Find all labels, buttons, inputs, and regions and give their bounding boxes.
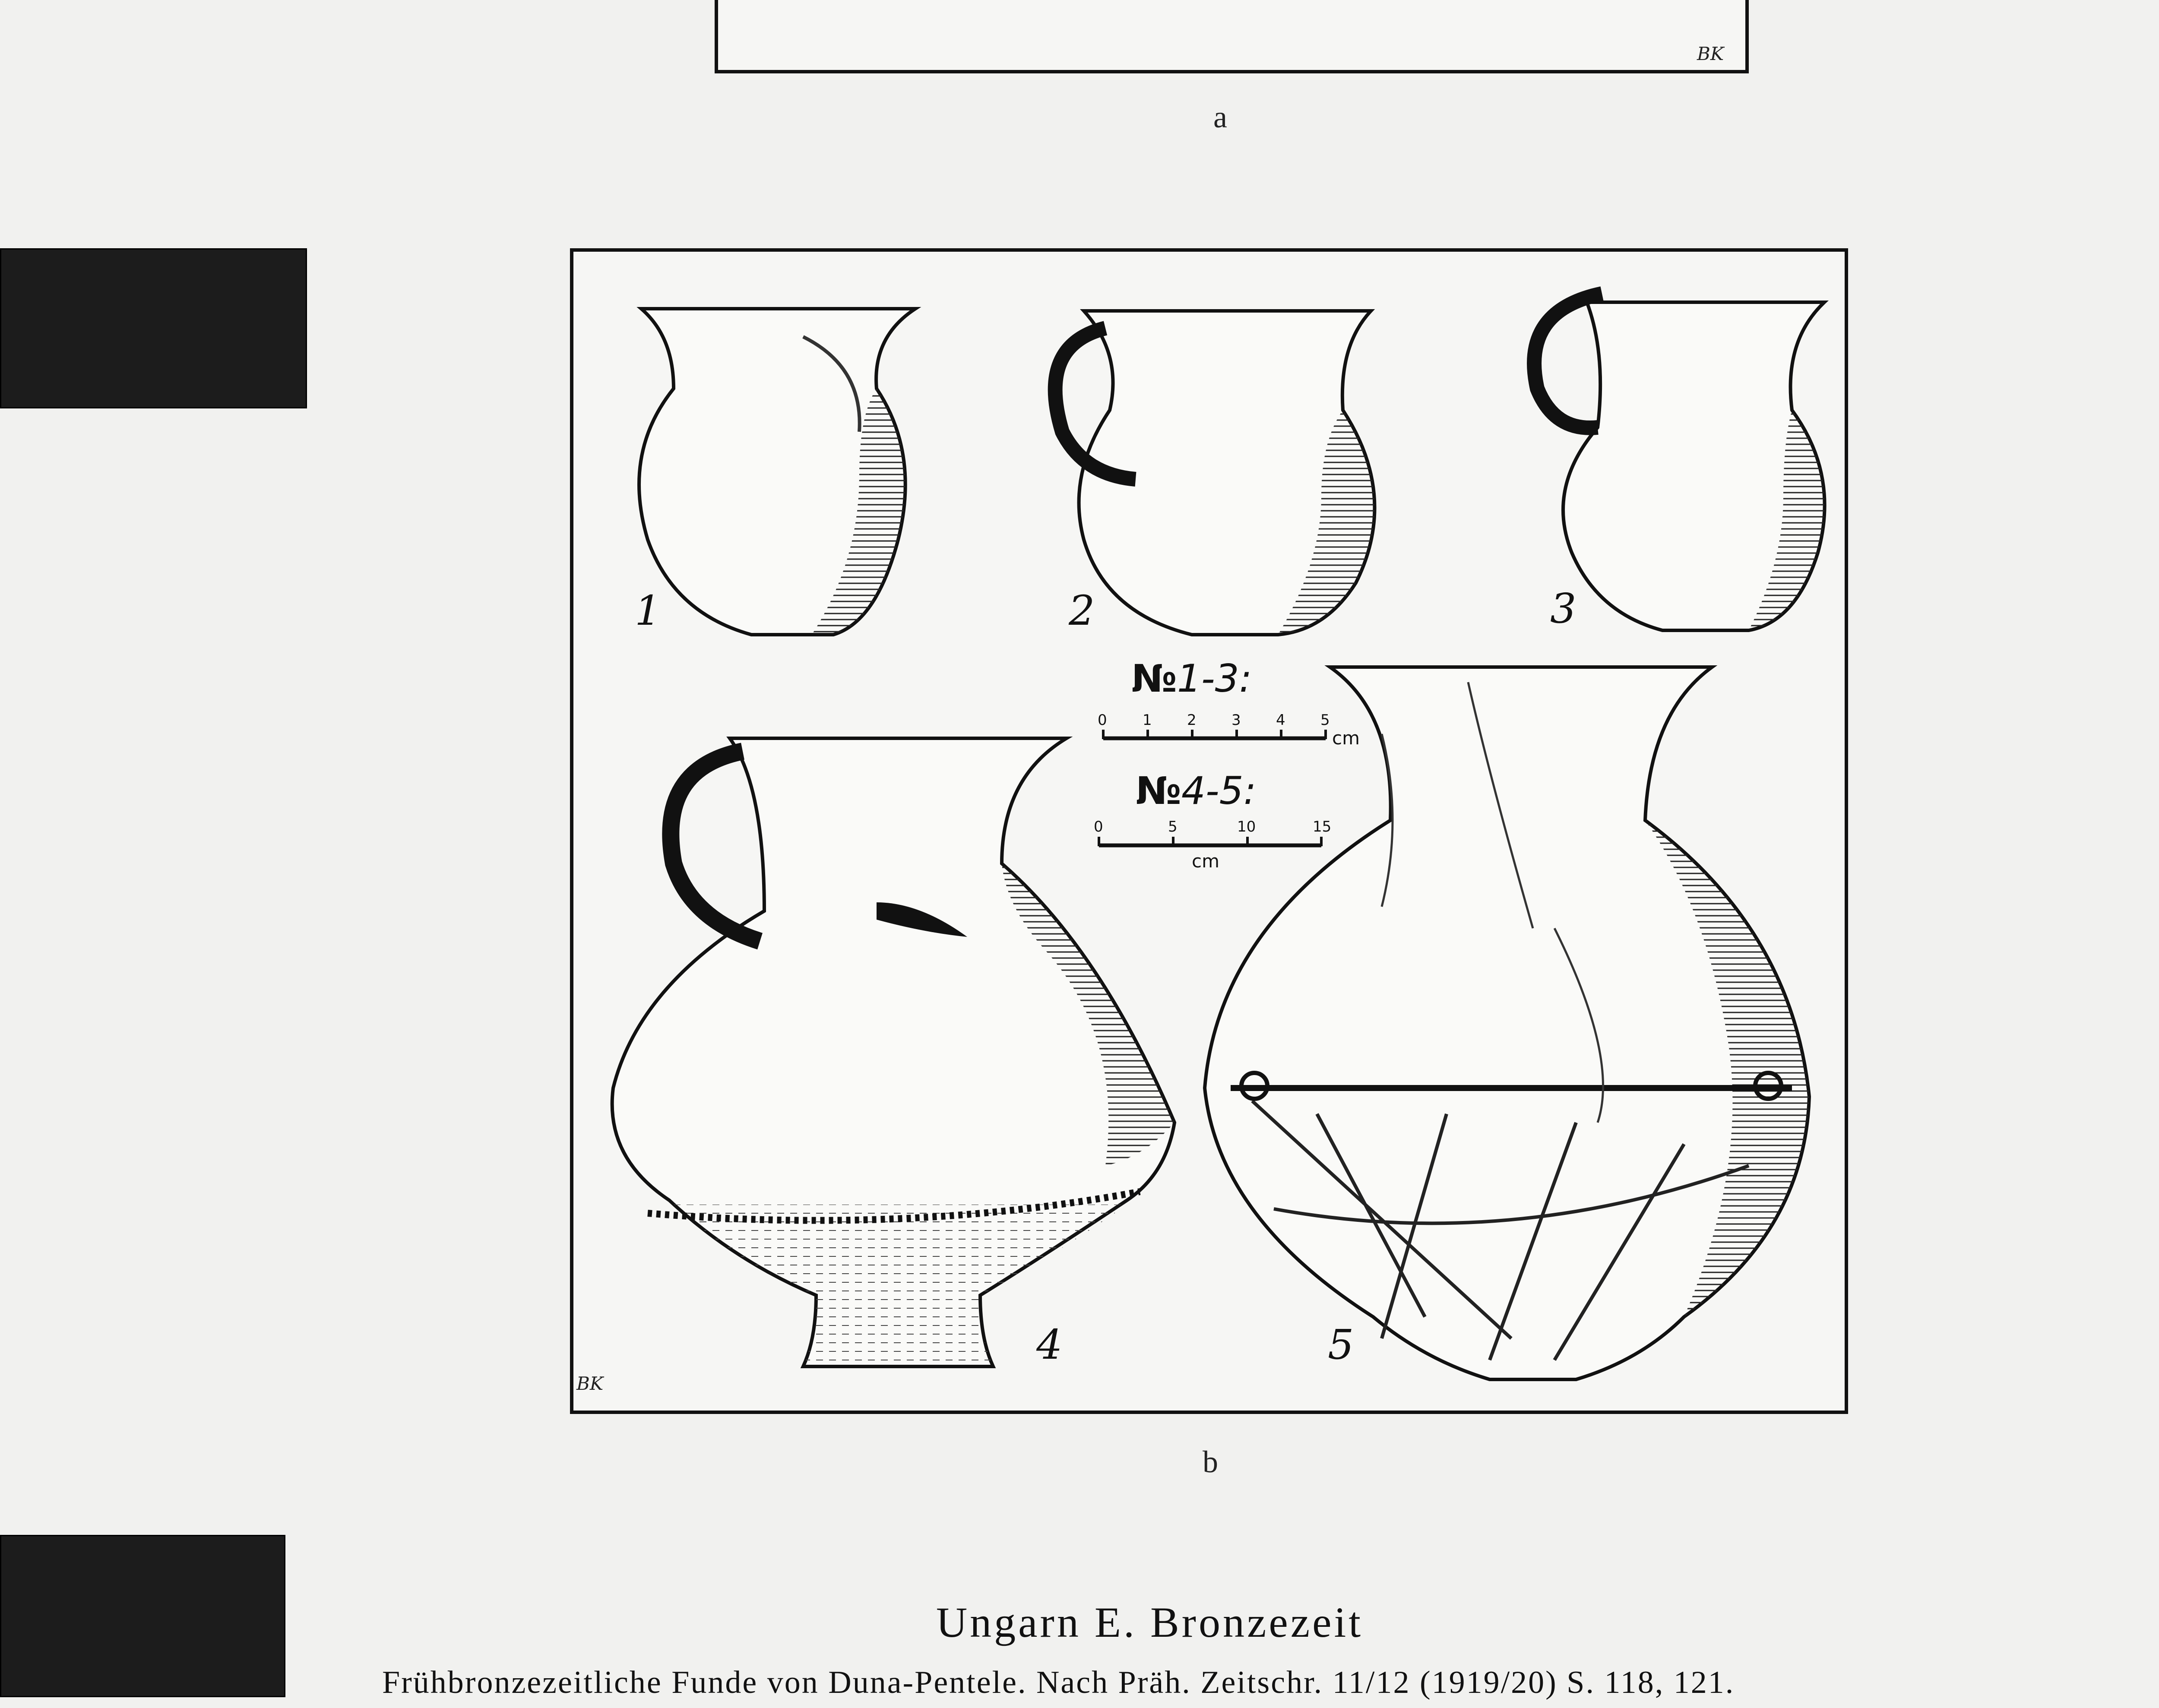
panel-b-signature: BK	[576, 1373, 604, 1394]
scale-4-5-tick-0: 0	[1094, 818, 1103, 835]
scale-1-3-tick-1: 1	[1143, 712, 1152, 729]
scale-4-5-prefix: №	[1136, 769, 1181, 813]
scale-1-3-tick-4: 4	[1276, 712, 1285, 729]
scale-1-3-tick-0: 0	[1098, 712, 1107, 729]
scale-bar-1-3	[1103, 730, 1326, 739]
figure-number-3: 3	[1550, 585, 1577, 633]
caption-title: Ungarn E. Bronzezeit	[936, 1598, 1364, 1646]
panel-a-signature: BK	[1697, 43, 1724, 64]
vessel-2-drawing	[1055, 311, 1375, 635]
scale-4-5-tick-10: 10	[1237, 818, 1256, 835]
figure-number-4: 4	[1036, 1321, 1063, 1369]
vessel-4-drawing	[612, 738, 1174, 1366]
scale-4-5-unit: cm	[1192, 851, 1220, 872]
scale-4-5-tick-5: 5	[1168, 818, 1178, 835]
scale-1-3-unit: cm	[1332, 727, 1360, 749]
scale-4-5-range: 4-5:	[1181, 769, 1257, 813]
caption-text: Frühbronzezeitliche Funde von Duna-Pentele. Nach Präh. Zeitschr. 11/12 (1919/20) S. 118, 121.	[382, 1665, 1735, 1700]
figure-number-2: 2	[1069, 587, 1095, 635]
scale-1-3-tick-5: 5	[1320, 712, 1330, 729]
panel-a-label: a	[1213, 100, 1227, 134]
vessel-1-drawing	[639, 309, 915, 635]
scale-4-5-tick-15: 15	[1313, 818, 1332, 835]
scale-bar-4-5	[1099, 837, 1321, 846]
figure-number-5: 5	[1328, 1321, 1354, 1369]
scale-1-3-title	[1131, 656, 1252, 701]
scale-4-5-title	[1136, 769, 1256, 813]
figure-number-1: 1	[635, 587, 661, 635]
panel-b-label: b	[1203, 1445, 1218, 1479]
scale-1-3-range: 1-3:	[1177, 656, 1252, 701]
vessel-5-drawing	[1205, 667, 1809, 1379]
scale-1-3-tick-3: 3	[1231, 712, 1241, 729]
scale-1-3-tick-2: 2	[1187, 712, 1197, 729]
vessel-3-drawing	[1534, 294, 1825, 630]
scale-1-3-prefix: №	[1131, 656, 1177, 701]
